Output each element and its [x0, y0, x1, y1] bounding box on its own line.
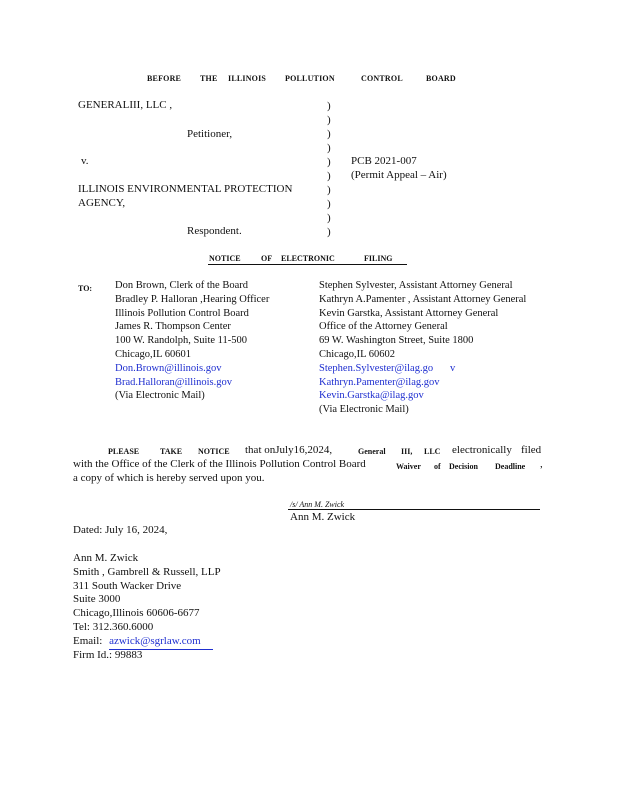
- body-decision: Decision: [449, 462, 478, 471]
- case-type: (Permit Appeal – Air): [351, 169, 447, 181]
- service-right-line: Chicago,IL 60602: [319, 348, 396, 360]
- signature-name: Ann M. Zwick: [290, 511, 356, 523]
- body-take: TAKE: [160, 447, 183, 456]
- email-link-don-brown[interactable]: Don.Brown@illinois.gov: [115, 362, 222, 374]
- service-right-line: Kevin Garstka, Assistant Attorney General: [319, 307, 499, 319]
- signature-line: [288, 509, 540, 510]
- body-llc: LLC: [424, 447, 441, 456]
- stray-v-character: v: [450, 363, 456, 374]
- service-left-line: Bradley P. Halloran ,Hearing Officer: [115, 293, 270, 305]
- respondent-name-line1: ILLINOIS ENVIRONMENTAL PROTECTION: [78, 183, 293, 195]
- email-link-brad-halloran[interactable]: Brad.Halloran@illinois.gov: [115, 376, 232, 388]
- body-of: of: [434, 462, 441, 471]
- body-electronically: electronically: [452, 444, 512, 456]
- attorney-line: 311 South Wacker Drive: [73, 579, 182, 592]
- body-deadline: Deadline: [495, 462, 526, 471]
- header-word-before: BEFORE: [147, 74, 182, 83]
- notice-title-word: ELECTRONIC: [281, 254, 335, 263]
- service-left-line: (Via Electronic Mail): [115, 390, 205, 402]
- notice-title-word: NOTICE: [209, 254, 241, 263]
- caption-paren: ): [327, 114, 331, 126]
- petitioner-name: GENERALIII, LLC ,: [78, 99, 173, 111]
- service-left-line: James R. Thompson Center: [115, 321, 231, 333]
- service-list-left: [115, 279, 269, 403]
- email-label: Email:: [73, 634, 103, 647]
- caption-paren: ): [327, 226, 331, 238]
- firm-id: Firm Id.: 99883: [73, 648, 143, 661]
- body-line3: a copy of which is hereby served upon you.: [73, 472, 265, 484]
- attorney-line: Suite 3000: [73, 593, 121, 606]
- service-left-line: Illinois Pollution Control Board: [115, 307, 249, 319]
- to-label: TO:: [78, 284, 93, 293]
- case-number: PCB 2021-007: [351, 155, 417, 167]
- service-left-line: 100 W. Randolph, Suite 11-500: [115, 335, 248, 347]
- body-iii: III,: [401, 447, 413, 456]
- dated-line: Dated: July 16, 2024,: [73, 524, 168, 536]
- attorney-line: Ann M. Zwick: [73, 552, 139, 564]
- versus: v.: [81, 155, 89, 167]
- body-comma: ,: [540, 458, 543, 470]
- caption-paren: ): [327, 128, 331, 140]
- caption-paren: ): [327, 100, 331, 112]
- electronic-signature: /s/ Ann M. Zwick: [290, 500, 345, 509]
- notice-title-word: FILING: [364, 254, 393, 263]
- header-word-control: CONTROL: [361, 74, 403, 83]
- respondent-name-line2: AGENCY,: [78, 197, 126, 209]
- attorney-line: Chicago,Illinois 60606-6677: [73, 607, 200, 620]
- body-line2: with the Office of the Clerk of the Illinois Pollution Control Board: [73, 458, 366, 470]
- email-link-kathryn-pamenter[interactable]: Kathryn.Pamenter@ilag.gov: [319, 376, 440, 388]
- header-word-the: THE: [200, 74, 218, 83]
- petitioner-role: Petitioner,: [187, 128, 233, 140]
- service-right-line: 69 W. Washington Street, Suite 1800: [319, 335, 474, 347]
- service-right-line: Office of the Attorney General: [319, 321, 448, 333]
- service-left-line: Don Brown, Clerk of the Board: [115, 280, 248, 291]
- header-word-board: BOARD: [426, 74, 456, 83]
- attorney-email-link[interactable]: azwick@sgrlaw.com: [109, 635, 213, 650]
- notice-title-word: OF: [261, 254, 273, 263]
- body-that-date: that onJuly16,2024,: [245, 444, 333, 456]
- service-right-line: (Via Electronic Mail): [319, 404, 409, 416]
- email-link-kevin-garstka[interactable]: Kevin.Garstka@ilag.gov: [319, 390, 424, 402]
- service-left-line: Chicago,IL 60601: [115, 348, 192, 360]
- caption-paren: ): [327, 170, 331, 182]
- email-line: [73, 635, 221, 649]
- body-waiver: Waiver: [396, 462, 421, 471]
- caption-paren: ): [327, 212, 331, 224]
- caption-paren: ): [327, 156, 331, 168]
- header-word-pollution: POLLUTION: [285, 74, 335, 83]
- service-list-right: [319, 279, 526, 417]
- caption-paren: ): [327, 142, 331, 154]
- attorney-line: Smith , Gambrell & Russell, LLP: [73, 565, 221, 578]
- header-word-illinois: ILLINOIS: [228, 74, 267, 83]
- caption-paren: ): [327, 198, 331, 210]
- respondent-role: Respondent.: [187, 225, 242, 237]
- service-right-line: Kathryn A.Pamenter , Assistant Attorney General: [319, 293, 527, 305]
- body-please: PLEASE: [108, 447, 140, 456]
- attorney-block: [73, 552, 221, 662]
- body-filed: filed: [521, 444, 542, 456]
- attorney-line: Tel: 312.360.6000: [73, 620, 154, 633]
- caption-paren: ): [327, 184, 331, 196]
- notice-title-underline: [208, 264, 407, 265]
- service-right-line: Stephen Sylvester, Assistant Attorney General: [319, 280, 513, 291]
- body-general: General: [358, 447, 386, 456]
- body-notice: NOTICE: [198, 447, 230, 456]
- email-link-stephen-sylvester[interactable]: Stephen.Sylvester@ilag.go: [319, 362, 434, 374]
